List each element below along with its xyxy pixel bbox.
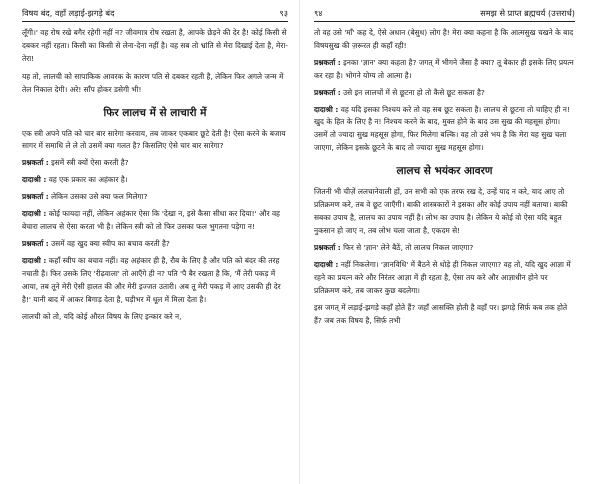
dialogue-text: कहाँ स्वीप का बचाव नहीं। वह अहंकार ही है, रौब के लिए है और पति को बंदर की तरह नचाती है। फिर उसके लिए 'रीढ़वाला' तो आएँगे ही न? पति 'पै बैर रखता है कि, 'मैं तेरी पकड़ में आया, तब तूने मेरी ऐसी हालत की और मेरी इज्जत उतारी। अब तू मेरी पकड़ में आए उसकी ही देर है!' यानी बाद में आकर बिगाड़ देता है, घड़ीभर में धूल में मिला देता है। — [22, 255, 281, 304]
dialogue-text: लेकिन उसका उसे क्या फल मिलेगा? — [51, 192, 148, 202]
paragraph: लालची को तो, यदि कोई औरत विषय के लिए इन्कार करे न, — [22, 312, 182, 322]
paragraph: जितनी भी चीज़ें ललचानेवाली हों, उन सभी को एक तरफ रख दे, उन्हें याद न करे, याद आए तो प्रतिक्रमण करे, तब वे छूट जाएँगी। बाकी शास्त्रकारों ने इसका और कोई उपाय नहीं बताया। बाकी सबका उपाय है, लालच का उपाय नहीं है। लोभ का उपाय है। लेकिन ये कोई वो ऐसा यदि बहुत नुकसान हो जाए न, तब लोभ चला जाता है, एकदम से! — [314, 187, 568, 235]
left-page-header — [22, 8, 288, 22]
dialogue-line — [314, 242, 575, 255]
dialogue-line — [314, 259, 575, 298]
paragraph: इस जगत् में लड़ाई-झगड़े कहाँ होते हैं? जहाँ आसक्ति होती है वहाँ पर। झगड़े सिर्फ़ कब तक होते हैं? जब तक विषय है, सिर्फ़ तभी — [314, 303, 568, 326]
dialogue-line — [22, 238, 288, 251]
section-heading: लालच से भयंकर आवरण — [396, 165, 493, 178]
paragraph: एक स्त्री अपने पति को चार बार सारेगा करवाय, तब जाकर एकबार छूटे देती है! ऐसा करने के बजाय सागर में समाधि ले ले तो उसमें क्या गलत है? किसलिए ऐसे चार बार सारेगा? — [22, 128, 286, 151]
running-title: समझ से प्राप्त ब्रह्मचर्य (उत्तरार्ध) — [480, 8, 575, 18]
paragraph: लूँगी।' वह रोष रखे बगैर रहेगी नहीं न? जीवमात्र रोष रखता है, आपके छेड़ने की देर है! कोई किसी से दबकर नहीं रहता। किसी का किसी से लेना-देना नहीं है। वह सब तो भ्रांति से मेरा दिखाई देता है, मेरा-तेरा! — [22, 28, 288, 63]
paragraph: यह तो, लालची को सापाकिक आवरक के कारण पति से दबकर रहती है, लेकिन फिर अगले जन्म में तेल निकाल देगी। अरे! साँप होकर डसेगी भी! — [22, 71, 284, 94]
speaker-label: प्रश्नकर्ता : — [314, 242, 341, 252]
dialogue-text: फिर से 'ज्ञान' लेने बैठें, तो लालच निकल जाएगा? — [343, 242, 474, 252]
speaker-label: प्रश्नकर्ता : — [22, 192, 49, 202]
speaker-label: प्रश्नकर्ता : — [314, 87, 341, 97]
speaker-label: दादाश्री : — [22, 175, 47, 185]
speaker-label: दादाश्री : — [314, 259, 339, 269]
page-number: ९३ — [279, 8, 288, 18]
dialogue-text: इनका 'ज्ञान' क्या कहता है? जगत् में भीगने जैसा है क्या? तू बेकार ही इसके लिए प्रयत्न कर रहा है। भोगने योग्य तो आत्मा है। — [314, 57, 574, 80]
dialogue-text: इसमें स्त्री क्यों ऐसा करती है? — [51, 158, 129, 168]
dialogue-text: कोई फायदा नहीं, लेकिन अहंकार ऐसा कि 'देखा न, इसे कैसा सीधा कर दिया!' और वह बेचारा लालच से ऐसा करता भी है। लेकिन स्त्री को तो फिर उसका फल भुगतना पड़ेगा न! — [22, 209, 280, 231]
dialogue-line — [22, 255, 288, 307]
speaker-label: दादाश्री : — [314, 104, 339, 114]
dialogue-text: उसे इन लालचों में से छूटना हो तो कैसे छूट सकता है? — [343, 87, 485, 97]
right-page — [300, 0, 599, 484]
speaker-label: प्रश्नकर्ता : — [22, 238, 49, 248]
dialogue-line — [314, 87, 575, 100]
speaker-label: दादाश्री : — [22, 255, 47, 265]
dialogue-text: नहीं निकलेगा। 'ज्ञानविधि' में बैठने से थोड़े ही निकल जाएगा? वह तो, यदि खुद आज्ञा में रहने का प्रयत्न करे और निरंतर आज्ञा में ही रहता है, ऐसा तय करे और आज्ञाधीन होने पर प्रतिक्रमण करे, तब जाकर कुछ बदलेगा। — [314, 259, 571, 295]
paragraph: तो वह उसे 'माँ' कह दे, ऐसे अधान (बेसुध) लोग है! मेरा क्या कहना है कि आत्मसुख चखने के बाद विषयसुख की ज़रूरत ही कहाँ रही! — [314, 28, 574, 50]
dialogue-text: उसमें वह खुद क्या स्वीप का बचाव करती है? — [51, 238, 170, 248]
dialogue-line — [314, 104, 575, 156]
speaker-label: दादाश्री : — [22, 209, 47, 219]
running-title: विषय बंद, वहाँ लड़ाई-झगड़े बंद — [22, 8, 115, 18]
speaker-label: प्रश्नकर्ता : — [22, 158, 49, 168]
dialogue-text: वह यदि इसका निश्चय करे तो वह सब छूट सकता है। लालच से छूटना तो चाहिए ही न! खुद के हित के लिए है न! निश्चय करने के बाद, मुक्त होने के बाद उस सुख की महसूस होगा। उसमें तो ज्यादा सुख महसूस होगा, फिर मिलेगा बल्कि। वह तो उसे भय है कि मेरा यह सुख चला जाएगा, लेकिन इसके छूटने के बाद तो ज्यादा सुख महसूस होगा। — [314, 104, 570, 153]
dialogue-line — [22, 191, 288, 204]
speaker-label: प्रश्नकर्ता : — [314, 57, 341, 67]
dialogue-line — [22, 208, 288, 234]
dialogue-text: वह एक प्रकार का अहंकार है। — [48, 175, 128, 185]
page-number: ९४ — [314, 8, 323, 18]
right-page-header — [314, 8, 575, 22]
section-heading: फिर लालच में से लाचारी में — [103, 106, 207, 119]
dialogue-line — [314, 57, 575, 83]
dialogue-line — [22, 157, 288, 170]
dialogue-line — [22, 174, 288, 187]
